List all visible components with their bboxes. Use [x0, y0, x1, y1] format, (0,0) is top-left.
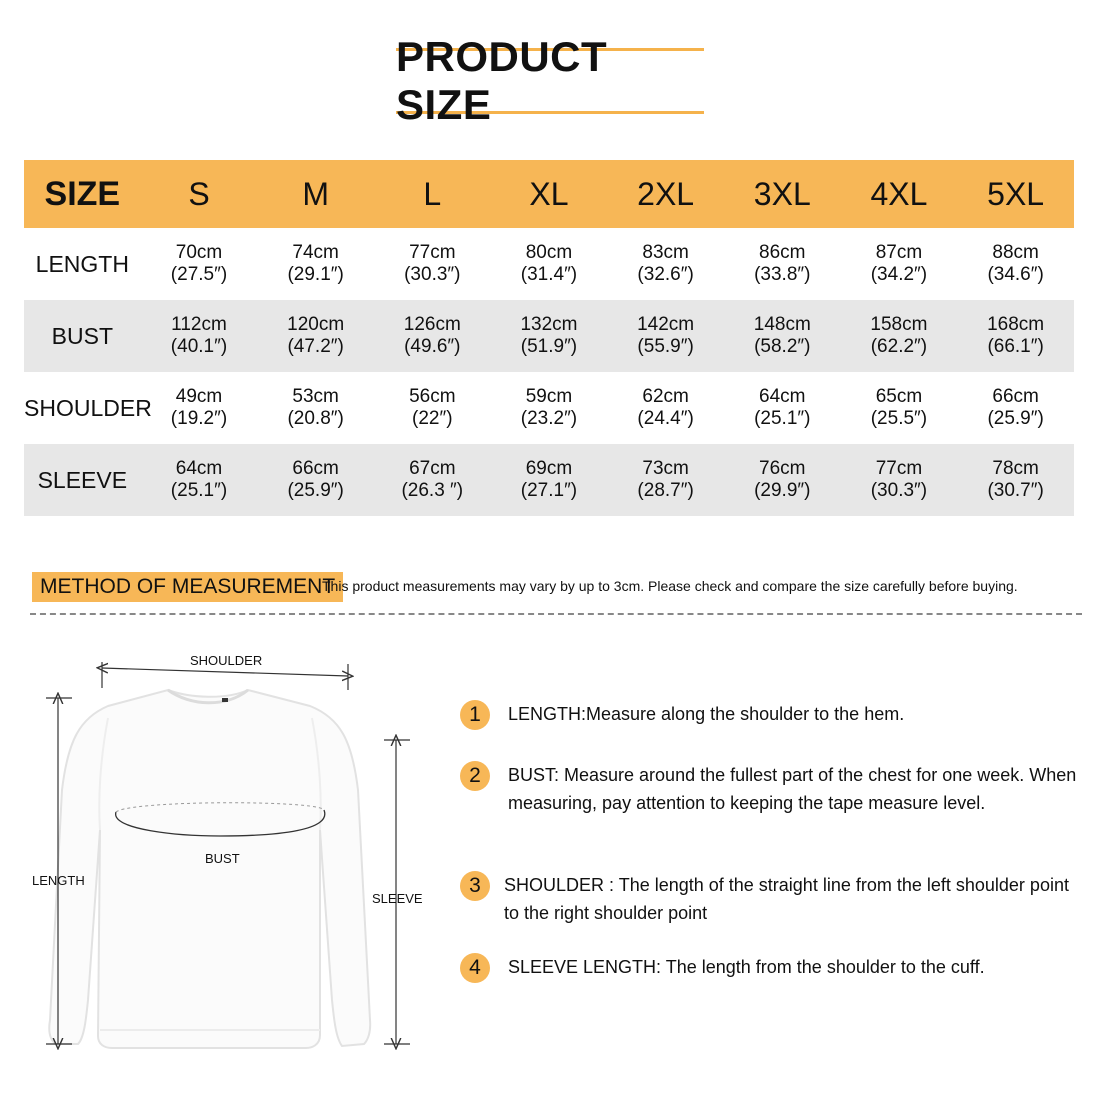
- measure-cm: 64cm: [759, 386, 806, 407]
- measure-cm: 158cm: [870, 314, 928, 335]
- measure-inch: (25.1″): [170, 480, 228, 501]
- measure-cell: [491, 444, 608, 516]
- measure-inch: (29.1″): [287, 264, 344, 285]
- shoulder-label: SHOULDER: [190, 653, 263, 668]
- step-number-badge: 1: [460, 700, 490, 730]
- measure-inch: (62.2″): [870, 336, 928, 357]
- measure-inch: (27.1″): [520, 480, 578, 501]
- measure-cm: 66cm: [292, 458, 339, 479]
- measure-inch: (55.9″): [637, 336, 694, 357]
- step-sleeve: [460, 953, 1078, 983]
- measure-cm: 73cm: [642, 458, 689, 479]
- measure-inch: (40.1″): [170, 336, 228, 357]
- measure-cm: 87cm: [875, 242, 923, 263]
- page-title: PRODUCT SIZE: [396, 33, 608, 128]
- size-header: M: [257, 160, 374, 228]
- measure-inch: (51.9″): [520, 336, 578, 357]
- measure-cell: [957, 228, 1074, 300]
- measure-cm: 76cm: [759, 458, 806, 479]
- measure-cm: 62cm: [642, 386, 689, 407]
- measure-cell: [374, 228, 491, 300]
- measure-inch: (30.3″): [870, 480, 928, 501]
- measure-inch: (34.2″): [870, 264, 928, 285]
- size-header-row: [24, 160, 1074, 228]
- measure-cell: [141, 228, 258, 300]
- measure-cm: 126cm: [403, 314, 461, 335]
- dashed-divider: [30, 613, 1082, 615]
- measure-cell: [724, 228, 841, 300]
- measure-cm: 83cm: [642, 242, 689, 263]
- measure-cm: 59cm: [525, 386, 573, 407]
- measure-cell: [491, 228, 608, 300]
- step-number-badge: 2: [460, 761, 490, 791]
- measure-cm: 56cm: [409, 386, 456, 407]
- measure-cell: [957, 444, 1074, 516]
- shoulder-arrow: [102, 668, 348, 676]
- measure-inch: (25.9″): [987, 408, 1044, 429]
- step-number-badge: 3: [460, 871, 490, 901]
- size-header: L: [374, 160, 491, 228]
- measure-cell: [257, 444, 374, 516]
- measure-cm: 120cm: [287, 314, 345, 335]
- size-header: 5XL: [957, 160, 1074, 228]
- measure-cm: 86cm: [759, 242, 806, 263]
- measure-cell: [724, 444, 841, 516]
- measure-inch: (66.1″): [987, 336, 1044, 357]
- measure-inch: (20.8″): [287, 408, 344, 429]
- measure-cm: 77cm: [409, 242, 456, 263]
- measure-cm: 65cm: [875, 386, 923, 407]
- measure-cm: 112cm: [171, 314, 227, 335]
- measure-cm: 88cm: [992, 242, 1039, 263]
- measure-cell: [607, 300, 724, 372]
- measure-cell: [257, 228, 374, 300]
- measure-cell: [841, 228, 958, 300]
- size-table-body: [24, 228, 1074, 516]
- measure-cm: 64cm: [175, 458, 223, 479]
- measure-cm: 78cm: [992, 458, 1039, 479]
- row-label: SHOULDER: [24, 395, 152, 421]
- measure-cell: [841, 444, 958, 516]
- measure-cell: [141, 372, 258, 444]
- measure-cell: [724, 372, 841, 444]
- measure-cell: [607, 372, 724, 444]
- step-text: LENGTH:Measure along the shoulder to the hem.: [508, 704, 905, 724]
- sweatshirt-icon: [49, 690, 370, 1048]
- step-bust: [460, 761, 1078, 817]
- measure-cell: [257, 300, 374, 372]
- measure-inch: (26.3 ″): [401, 480, 464, 501]
- size-header: 2XL: [607, 160, 724, 228]
- size-header: XL: [491, 160, 608, 228]
- measure-cm: 77cm: [875, 458, 923, 479]
- measure-cell: [957, 372, 1074, 444]
- measure-cell: [141, 444, 258, 516]
- size-row-bust: [24, 300, 1074, 372]
- sweatshirt-figure: [20, 640, 440, 1080]
- measure-inch: (31.4″): [520, 264, 578, 285]
- size-table: [24, 160, 1074, 516]
- size-corner-header: SIZE: [24, 160, 141, 228]
- size-row-shoulder: [24, 372, 1074, 444]
- measure-cm: 142cm: [637, 314, 695, 335]
- measure-inch: (49.6″): [404, 336, 461, 357]
- measure-inch: (58.2″): [754, 336, 811, 357]
- row-label: LENGTH: [35, 251, 129, 277]
- measure-inch: (23.2″): [520, 408, 578, 429]
- measure-inch: (32.6″): [637, 264, 694, 285]
- measure-cell: [491, 300, 608, 372]
- title-frame: [396, 33, 704, 128]
- measure-cm: 148cm: [753, 314, 811, 335]
- step-text: BUST: Measure around the fullest part of the chest for one week. When measuring, pay attention to keeping the tape measure level.: [508, 765, 1077, 813]
- step-number-badge: 4: [460, 953, 490, 983]
- measure-inch: (47.2″): [287, 336, 344, 357]
- step-text: SLEEVE LENGTH: The length from the shoulder to the cuff.: [508, 957, 985, 977]
- measure-cm: 49cm: [175, 386, 223, 407]
- row-label: SLEEVE: [24, 444, 141, 516]
- size-row-sleeve: [24, 444, 1074, 516]
- measure-cell: [841, 300, 958, 372]
- measure-inch: (33.8″): [754, 264, 811, 285]
- measure-cell: [257, 372, 374, 444]
- measure-cell: [141, 300, 258, 372]
- measure-cell: [957, 300, 1074, 372]
- measure-inch: (29.9″): [754, 480, 811, 501]
- measure-cell: [374, 372, 491, 444]
- measure-cm: 74cm: [292, 242, 339, 263]
- measure-cm: 53cm: [292, 386, 339, 407]
- bust-label: BUST: [205, 851, 240, 866]
- measure-cm: 67cm: [409, 458, 456, 479]
- measure-cm: 69cm: [525, 458, 573, 479]
- measure-cell: [724, 300, 841, 372]
- measure-cell: [607, 444, 724, 516]
- size-header: 3XL: [724, 160, 841, 228]
- measure-inch: (24.4″): [637, 408, 694, 429]
- measure-inch: (22″): [412, 408, 453, 429]
- size-header: S: [141, 160, 258, 228]
- length-label: LENGTH: [32, 873, 85, 888]
- measure-inch: (30.7″): [987, 480, 1044, 501]
- measure-cm: 132cm: [520, 314, 578, 335]
- size-row-length: [24, 228, 1074, 300]
- step-shoulder: [460, 871, 1074, 927]
- measure-cell: [374, 300, 491, 372]
- measure-cm: 70cm: [175, 242, 223, 263]
- measure-cm: 168cm: [987, 314, 1045, 335]
- measurement-note: This product measurements may vary by up to 3cm. Please check and compare the size carefully before buying.: [322, 578, 1018, 594]
- measure-inch: (25.9″): [287, 480, 344, 501]
- measure-inch: (19.2″): [170, 408, 228, 429]
- size-header: 4XL: [841, 160, 958, 228]
- row-label: BUST: [24, 300, 141, 372]
- measure-cell: [491, 372, 608, 444]
- measure-inch: (34.6″): [987, 264, 1044, 285]
- measure-cell: [607, 228, 724, 300]
- measure-cm: 66cm: [992, 386, 1039, 407]
- measure-inch: (27.5″): [170, 264, 228, 285]
- measure-cell: [374, 444, 491, 516]
- step-text: SHOULDER : The length of the straight line from the left shoulder point to the right shoulder point: [504, 875, 1069, 923]
- measure-inch: (25.5″): [870, 408, 928, 429]
- measure-inch: (25.1″): [754, 408, 811, 429]
- method-of-measurement-label: METHOD OF MEASUREMENT: [32, 572, 343, 602]
- measure-inch: (28.7″): [637, 480, 694, 501]
- measure-inch: (30.3″): [404, 264, 461, 285]
- step-length: [460, 700, 1078, 730]
- measure-cell: [841, 372, 958, 444]
- measure-cm: 80cm: [525, 242, 573, 263]
- sleeve-label: SLEEVE: [372, 891, 423, 906]
